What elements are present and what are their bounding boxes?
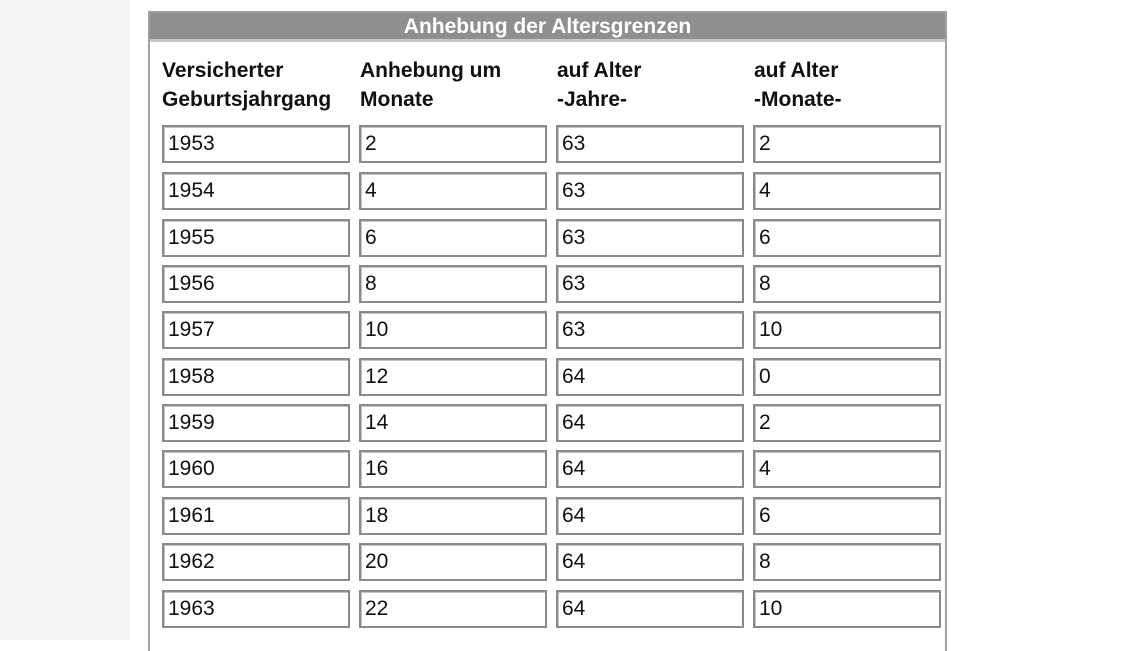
age-years-field[interactable]: 63 bbox=[556, 311, 744, 349]
birth-year-field[interactable]: 1956 bbox=[162, 265, 350, 303]
header-birth-year-line2: Geburtsjahrgang bbox=[162, 88, 332, 111]
table-title: Anhebung der Altersgrenzen bbox=[150, 13, 945, 42]
age-months-field[interactable]: 8 bbox=[753, 265, 941, 303]
birth-year-field[interactable]: 1960 bbox=[162, 450, 350, 488]
age-years-field[interactable]: 64 bbox=[556, 543, 744, 581]
header-age-years bbox=[557, 56, 641, 114]
increase-months-field[interactable]: 4 bbox=[359, 172, 547, 210]
header-birth-year bbox=[162, 56, 331, 114]
age-months-field[interactable]: 4 bbox=[753, 172, 941, 210]
header-increase-months-line2: Monate bbox=[360, 88, 434, 111]
birth-year-field[interactable]: 1963 bbox=[162, 590, 350, 628]
age-limit-table-panel bbox=[148, 11, 947, 651]
increase-months-field[interactable]: 2 bbox=[359, 125, 547, 163]
table-row bbox=[150, 543, 945, 581]
age-months-field[interactable]: 8 bbox=[753, 543, 941, 581]
birth-year-field[interactable]: 1959 bbox=[162, 404, 350, 442]
table-row bbox=[150, 358, 945, 396]
increase-months-field[interactable]: 22 bbox=[359, 590, 547, 628]
header-birth-year-line1: Versicherter bbox=[162, 59, 284, 82]
age-years-field[interactable]: 64 bbox=[556, 497, 744, 535]
increase-months-field[interactable]: 8 bbox=[359, 265, 547, 303]
age-months-field[interactable]: 6 bbox=[753, 219, 941, 257]
age-months-field[interactable]: 6 bbox=[753, 497, 941, 535]
age-months-field[interactable]: 2 bbox=[753, 404, 941, 442]
header-increase-months bbox=[360, 56, 501, 114]
birth-year-field[interactable]: 1958 bbox=[162, 358, 350, 396]
table-row bbox=[150, 590, 945, 628]
page-left-margin bbox=[0, 0, 130, 640]
age-years-field[interactable]: 63 bbox=[556, 172, 744, 210]
table-row bbox=[150, 219, 945, 257]
age-years-field[interactable]: 64 bbox=[556, 358, 744, 396]
age-years-field[interactable]: 63 bbox=[556, 265, 744, 303]
table-row bbox=[150, 311, 945, 349]
table-row bbox=[150, 450, 945, 488]
birth-year-field[interactable]: 1954 bbox=[162, 172, 350, 210]
table-row bbox=[150, 125, 945, 163]
age-months-field[interactable]: 0 bbox=[753, 358, 941, 396]
increase-months-field[interactable]: 6 bbox=[359, 219, 547, 257]
increase-months-field[interactable]: 10 bbox=[359, 311, 547, 349]
age-years-field[interactable]: 63 bbox=[556, 219, 744, 257]
table-row bbox=[150, 404, 945, 442]
birth-year-field[interactable]: 1957 bbox=[162, 311, 350, 349]
header-age-years-line1: auf Alter bbox=[557, 59, 642, 82]
birth-year-field[interactable]: 1953 bbox=[162, 125, 350, 163]
birth-year-field[interactable]: 1955 bbox=[162, 219, 350, 257]
age-months-field[interactable]: 10 bbox=[753, 311, 941, 349]
table-row bbox=[150, 265, 945, 303]
age-months-field[interactable]: 10 bbox=[753, 590, 941, 628]
increase-months-field[interactable]: 20 bbox=[359, 543, 547, 581]
table-header-row bbox=[150, 56, 945, 116]
header-increase-months-line1: Anhebung um bbox=[360, 59, 502, 82]
header-age-months-line1: auf Alter bbox=[754, 59, 839, 82]
birth-year-field[interactable]: 1962 bbox=[162, 543, 350, 581]
increase-months-field[interactable]: 12 bbox=[359, 358, 547, 396]
age-years-field[interactable]: 64 bbox=[556, 450, 744, 488]
table-row bbox=[150, 172, 945, 210]
table-row bbox=[150, 497, 945, 535]
age-years-field[interactable]: 63 bbox=[556, 125, 744, 163]
header-age-months-line2: -Monate- bbox=[754, 88, 842, 111]
header-age-years-line2: -Jahre- bbox=[557, 88, 628, 111]
age-years-field[interactable]: 64 bbox=[556, 404, 744, 442]
increase-months-field[interactable]: 18 bbox=[359, 497, 547, 535]
age-months-field[interactable]: 2 bbox=[753, 125, 941, 163]
increase-months-field[interactable]: 14 bbox=[359, 404, 547, 442]
age-months-field[interactable]: 4 bbox=[753, 450, 941, 488]
birth-year-field[interactable]: 1961 bbox=[162, 497, 350, 535]
increase-months-field[interactable]: 16 bbox=[359, 450, 547, 488]
age-years-field[interactable]: 64 bbox=[556, 590, 744, 628]
header-age-months bbox=[754, 56, 842, 114]
